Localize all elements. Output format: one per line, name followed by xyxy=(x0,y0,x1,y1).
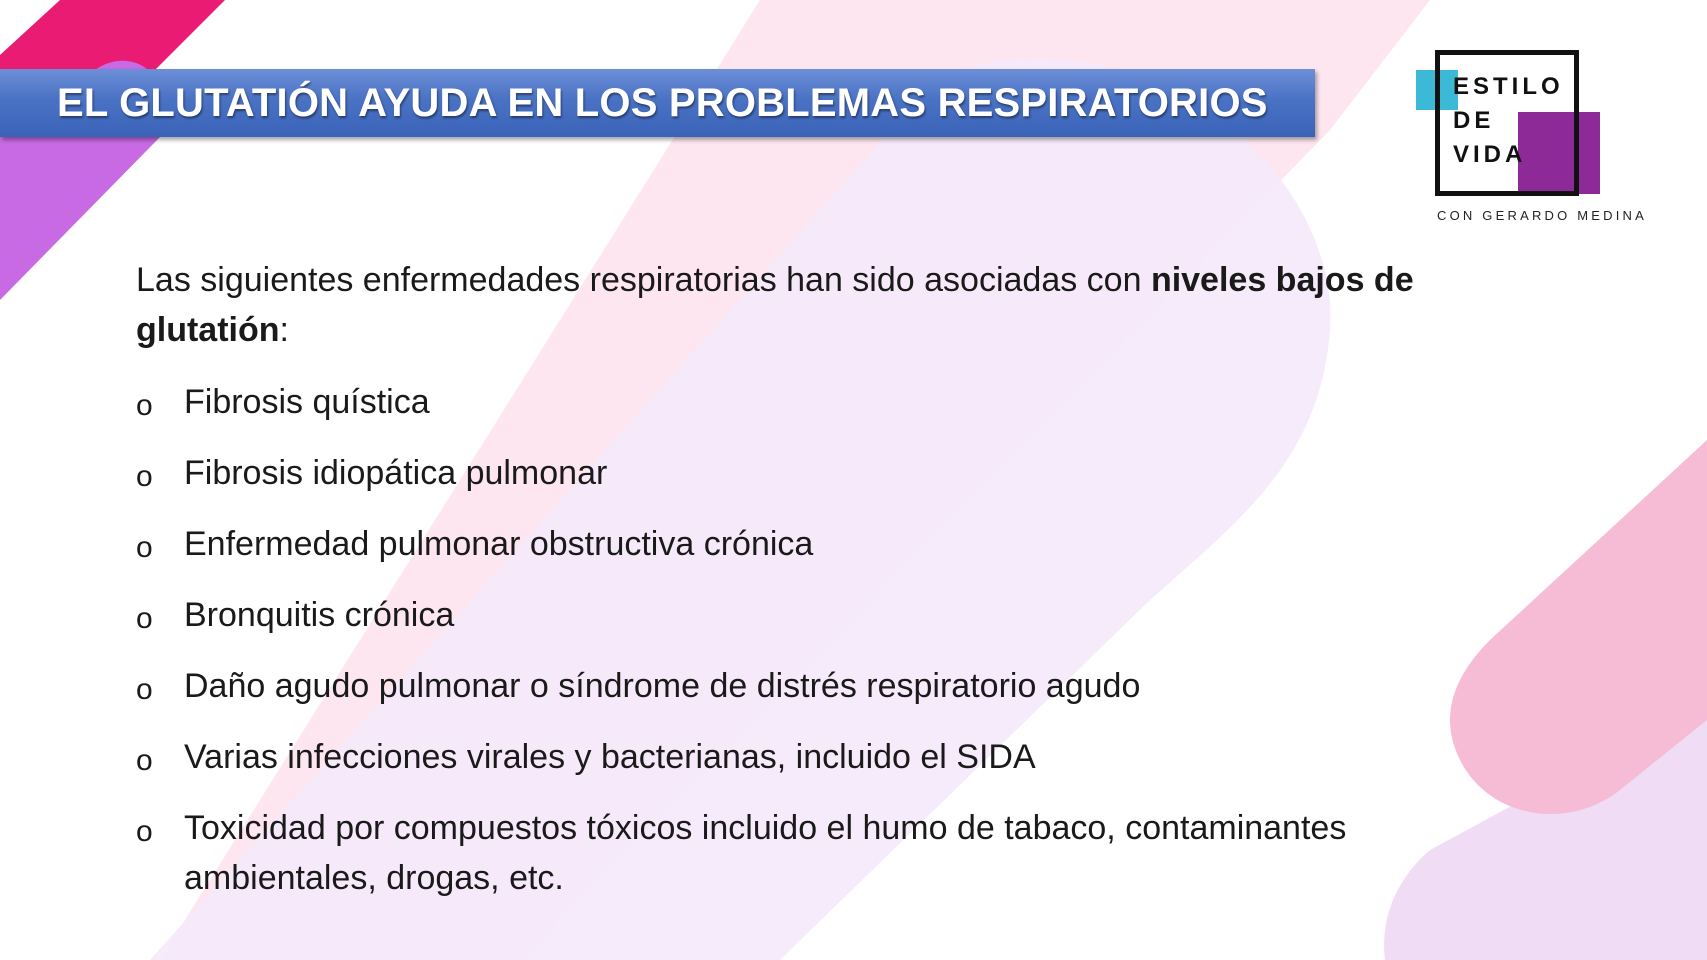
list-item-text: Enfermedad pulmonar obstructiva crónica xyxy=(184,525,814,563)
list-item xyxy=(136,803,1436,903)
list-item-text: Daño agudo pulmonar o síndrome de distrés respiratorio agudo xyxy=(184,667,1141,705)
list-item xyxy=(136,732,1436,786)
list-item-text: Fibrosis idiopática pulmonar xyxy=(184,454,608,492)
bullet-icon: o xyxy=(136,460,153,493)
list-item xyxy=(136,377,1436,431)
bullet-icon: o xyxy=(136,602,153,635)
slide-title: EL GLUTATIÓN AYUDA EN LOS PROBLEMAS RESPIRATORIOS xyxy=(57,80,1268,125)
bullet-icon: o xyxy=(136,673,153,706)
logo-line-1: ESTILO xyxy=(1453,73,1564,100)
slide-content xyxy=(136,255,1436,920)
logo-line-3: VIDA xyxy=(1453,141,1527,168)
list-item-text: Varias infecciones virales y bacterianas, incluido el SIDA xyxy=(184,738,1036,776)
title-bar xyxy=(0,69,1315,137)
bullet-icon: o xyxy=(136,815,153,848)
bullet-icon: o xyxy=(136,531,153,564)
intro-paragraph xyxy=(136,255,1436,355)
list-item xyxy=(136,661,1436,715)
intro-suffix: : xyxy=(279,311,289,349)
logo-subtitle: CON GERARDO MEDINA xyxy=(1437,208,1648,223)
intro-text: Las siguientes enfermedades respiratorias han sido asociadas con xyxy=(136,261,1151,299)
list-item xyxy=(136,519,1436,573)
list-item xyxy=(136,448,1436,502)
bullet-icon: o xyxy=(136,389,153,422)
list-item-text: Fibrosis quística xyxy=(184,383,430,421)
intro-bold-text: niveles bajos de glutatión xyxy=(136,261,1414,349)
list-item-text: Toxicidad por compuestos tóxicos incluido el humo de tabaco, contaminantes ambientales, drogas, etc. xyxy=(184,809,1347,897)
logo-line-2: DE xyxy=(1453,107,1495,134)
list-item-text: Bronquitis crónica xyxy=(184,596,455,634)
list-item xyxy=(136,590,1436,644)
bullet-icon: o xyxy=(136,744,153,777)
logo xyxy=(1413,47,1673,227)
disease-list xyxy=(136,377,1436,903)
